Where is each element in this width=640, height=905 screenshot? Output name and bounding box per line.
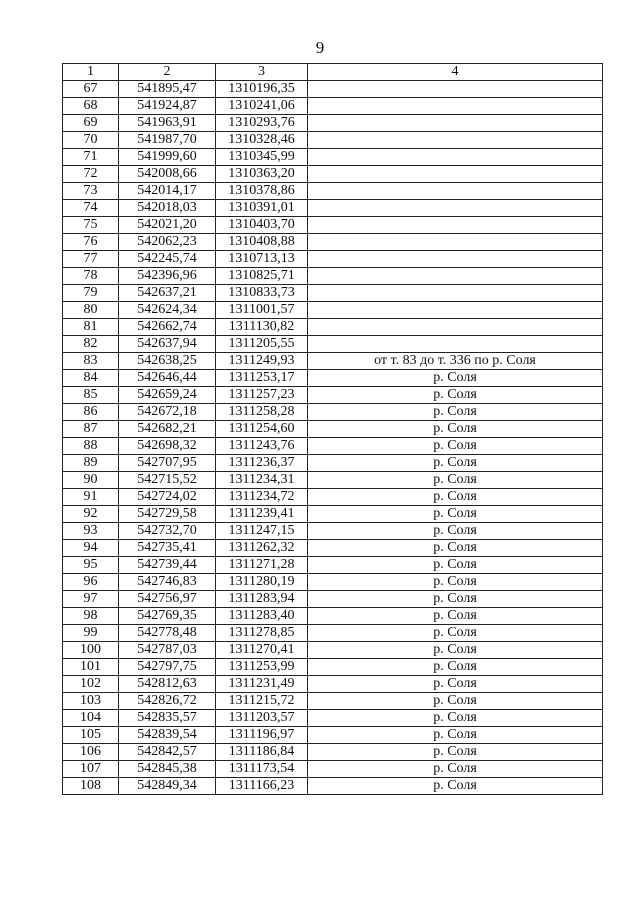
description-cell: р. Соля [308,625,603,642]
point-number-cell: 74 [63,200,119,217]
point-number-cell: 86 [63,404,119,421]
table-row [63,319,603,336]
description-cell: р. Соля [308,676,603,693]
table-row [63,540,603,557]
description-cell: р. Соля [308,421,603,438]
page-number: 9 [315,38,325,57]
table-row [63,523,603,540]
coord-y-cell: 1311001,57 [216,302,308,319]
description-cell [308,183,603,200]
point-number-cell: 84 [63,370,119,387]
description-cell: р. Соля [308,506,603,523]
table-row [63,404,603,421]
point-number-cell: 104 [63,710,119,727]
point-number-cell: 94 [63,540,119,557]
point-number-cell: 81 [63,319,119,336]
description-cell: р. Соля [308,608,603,625]
table-row [63,761,603,778]
coord-y-cell: 1310241,06 [216,98,308,115]
description-cell [308,251,603,268]
coord-x-cell: 542842,57 [119,744,216,761]
coord-x-cell: 542845,38 [119,761,216,778]
point-number-cell: 107 [63,761,119,778]
point-number-cell: 70 [63,132,119,149]
coord-x-cell: 542756,97 [119,591,216,608]
coord-y-cell: 1311253,17 [216,370,308,387]
coord-y-cell: 1311130,82 [216,319,308,336]
point-number-cell: 98 [63,608,119,625]
description-cell: р. Соля [308,693,603,710]
coord-y-cell: 1311215,72 [216,693,308,710]
point-number-cell: 87 [63,421,119,438]
point-number-cell: 106 [63,744,119,761]
coord-x-cell: 542659,24 [119,387,216,404]
coord-x-cell: 542826,72 [119,693,216,710]
point-number-cell: 80 [63,302,119,319]
coord-y-cell: 1311247,15 [216,523,308,540]
table-row [63,353,603,370]
point-number-cell: 75 [63,217,119,234]
description-cell [308,217,603,234]
description-cell: р. Соля [308,744,603,761]
point-number-cell: 99 [63,625,119,642]
point-number-cell: 88 [63,438,119,455]
coord-x-cell: 542672,18 [119,404,216,421]
coord-x-cell: 542729,58 [119,506,216,523]
table-row [63,149,603,166]
table-row [63,98,603,115]
point-number-cell: 102 [63,676,119,693]
table-row [63,438,603,455]
coord-y-cell: 1310408,88 [216,234,308,251]
coord-y-cell: 1310293,76 [216,115,308,132]
description-cell [308,234,603,251]
table-row [63,489,603,506]
table-row [63,81,603,98]
coord-y-cell: 1310403,70 [216,217,308,234]
coord-x-cell: 542018,03 [119,200,216,217]
coord-x-cell: 542682,21 [119,421,216,438]
point-number-cell: 77 [63,251,119,268]
coord-x-cell: 542662,74 [119,319,216,336]
description-cell: р. Соля [308,387,603,404]
description-cell: р. Соля [308,472,603,489]
coord-x-cell: 542812,63 [119,676,216,693]
coord-x-cell: 542797,75 [119,659,216,676]
description-cell [308,81,603,98]
coord-x-cell: 542739,44 [119,557,216,574]
description-cell [308,285,603,302]
point-number-cell: 92 [63,506,119,523]
coordinates-table [62,63,603,795]
description-cell: р. Соля [308,540,603,557]
coord-y-cell: 1310825,71 [216,268,308,285]
description-cell: р. Соля [308,659,603,676]
coord-x-cell: 542646,44 [119,370,216,387]
table-header-row [63,64,603,81]
coord-y-cell: 1310196,35 [216,81,308,98]
point-number-cell: 67 [63,81,119,98]
table-row [63,659,603,676]
table-row [63,302,603,319]
coord-y-cell: 1311283,94 [216,591,308,608]
description-cell: р. Соля [308,370,603,387]
coord-x-cell: 541999,60 [119,149,216,166]
coord-y-cell: 1311249,93 [216,353,308,370]
point-number-cell: 69 [63,115,119,132]
point-number-cell: 90 [63,472,119,489]
description-cell [308,166,603,183]
coord-y-cell: 1311234,72 [216,489,308,506]
coord-y-cell: 1310391,01 [216,200,308,217]
table-row [63,234,603,251]
coord-y-cell: 1311278,85 [216,625,308,642]
coord-y-cell: 1310345,99 [216,149,308,166]
coord-y-cell: 1310833,73 [216,285,308,302]
coord-x-cell: 542778,48 [119,625,216,642]
coord-y-cell: 1311254,60 [216,421,308,438]
point-number-cell: 68 [63,98,119,115]
table-row [63,370,603,387]
point-number-cell: 91 [63,489,119,506]
table-row [63,693,603,710]
coord-y-cell: 1311173,54 [216,761,308,778]
description-cell: р. Соля [308,557,603,574]
description-cell: р. Соля [308,438,603,455]
table-row [63,625,603,642]
point-number-cell: 105 [63,727,119,744]
coord-x-cell: 542008,66 [119,166,216,183]
description-cell [308,268,603,285]
header-cell-4: 4 [308,64,603,81]
table-row [63,727,603,744]
table-row [63,421,603,438]
coord-y-cell: 1311236,37 [216,455,308,472]
table-row [63,336,603,353]
description-cell [308,98,603,115]
table-row [63,574,603,591]
description-cell: р. Соля [308,778,603,795]
coord-y-cell: 1311270,41 [216,642,308,659]
description-cell: р. Соля [308,574,603,591]
coord-x-cell: 542062,23 [119,234,216,251]
point-number-cell: 100 [63,642,119,659]
point-number-cell: 83 [63,353,119,370]
description-cell [308,132,603,149]
coord-x-cell: 542735,41 [119,540,216,557]
header-cell-3: 3 [216,64,308,81]
coord-x-cell: 542245,74 [119,251,216,268]
description-cell [308,302,603,319]
coord-x-cell: 542698,32 [119,438,216,455]
point-number-cell: 82 [63,336,119,353]
coord-y-cell: 1311239,41 [216,506,308,523]
description-cell: р. Соля [308,523,603,540]
point-number-cell: 78 [63,268,119,285]
coord-x-cell: 542637,21 [119,285,216,302]
table-row [63,387,603,404]
coord-y-cell: 1311257,23 [216,387,308,404]
coord-y-cell: 1311271,28 [216,557,308,574]
table-row [63,200,603,217]
table-row [63,557,603,574]
description-cell [308,336,603,353]
coord-x-cell: 542637,94 [119,336,216,353]
coord-y-cell: 1310363,20 [216,166,308,183]
coord-x-cell: 542849,34 [119,778,216,795]
coord-y-cell: 1310713,13 [216,251,308,268]
table-row [63,676,603,693]
table-row [63,166,603,183]
point-number-cell: 101 [63,659,119,676]
table-row [63,268,603,285]
coord-y-cell: 1310328,46 [216,132,308,149]
coord-x-cell: 542638,25 [119,353,216,370]
coord-x-cell: 541987,70 [119,132,216,149]
coord-x-cell: 542624,34 [119,302,216,319]
coord-x-cell: 541963,91 [119,115,216,132]
coord-y-cell: 1311280,19 [216,574,308,591]
coord-x-cell: 542021,20 [119,217,216,234]
coord-y-cell: 1311203,57 [216,710,308,727]
point-number-cell: 97 [63,591,119,608]
description-cell [308,319,603,336]
point-number-cell: 76 [63,234,119,251]
point-number-cell: 73 [63,183,119,200]
table-row [63,506,603,523]
table-row [63,778,603,795]
table-row [63,710,603,727]
coord-y-cell: 1311283,40 [216,608,308,625]
coord-x-cell: 542014,17 [119,183,216,200]
point-number-cell: 108 [63,778,119,795]
table-row [63,115,603,132]
description-cell: р. Соля [308,489,603,506]
coord-x-cell: 542769,35 [119,608,216,625]
table-row [63,217,603,234]
table-row [63,472,603,489]
table-row [63,285,603,302]
point-number-cell: 96 [63,574,119,591]
coord-y-cell: 1311243,76 [216,438,308,455]
table-row [63,744,603,761]
description-cell: р. Соля [308,761,603,778]
coord-x-cell: 542787,03 [119,642,216,659]
description-cell [308,149,603,166]
point-number-cell: 85 [63,387,119,404]
table-row [63,642,603,659]
coord-y-cell: 1311253,99 [216,659,308,676]
header-cell-1: 1 [63,64,119,81]
description-cell [308,115,603,132]
coord-x-cell: 542839,54 [119,727,216,744]
coord-x-cell: 542715,52 [119,472,216,489]
point-number-cell: 71 [63,149,119,166]
coord-y-cell: 1311258,28 [216,404,308,421]
point-number-cell: 89 [63,455,119,472]
table-row [63,251,603,268]
coord-y-cell: 1311166,23 [216,778,308,795]
coord-y-cell: 1311205,55 [216,336,308,353]
table-row [63,183,603,200]
coord-x-cell: 542396,96 [119,268,216,285]
table-row [63,455,603,472]
description-cell: р. Соля [308,710,603,727]
point-number-cell: 103 [63,693,119,710]
coord-x-cell: 542732,70 [119,523,216,540]
point-number-cell: 79 [63,285,119,302]
coord-y-cell: 1311231,49 [216,676,308,693]
description-cell: р. Соля [308,404,603,421]
point-number-cell: 72 [63,166,119,183]
coord-x-cell: 542707,95 [119,455,216,472]
coord-y-cell: 1311234,31 [216,472,308,489]
table-row [63,608,603,625]
description-cell [308,200,603,217]
coord-x-cell: 542835,57 [119,710,216,727]
coord-x-cell: 542724,02 [119,489,216,506]
point-number-cell: 95 [63,557,119,574]
coord-x-cell: 541924,87 [119,98,216,115]
description-cell: р. Соля [308,727,603,744]
table-row [63,132,603,149]
coord-y-cell: 1311196,97 [216,727,308,744]
coord-x-cell: 542746,83 [119,574,216,591]
description-cell: р. Соля [308,591,603,608]
point-number-cell: 93 [63,523,119,540]
description-cell: от т. 83 до т. 336 по р. Соля [308,353,603,370]
table-row [63,591,603,608]
coord-y-cell: 1310378,86 [216,183,308,200]
description-cell: р. Соля [308,455,603,472]
header-cell-2: 2 [119,64,216,81]
description-cell: р. Соля [308,642,603,659]
coord-y-cell: 1311262,32 [216,540,308,557]
coord-x-cell: 541895,47 [119,81,216,98]
coord-y-cell: 1311186,84 [216,744,308,761]
